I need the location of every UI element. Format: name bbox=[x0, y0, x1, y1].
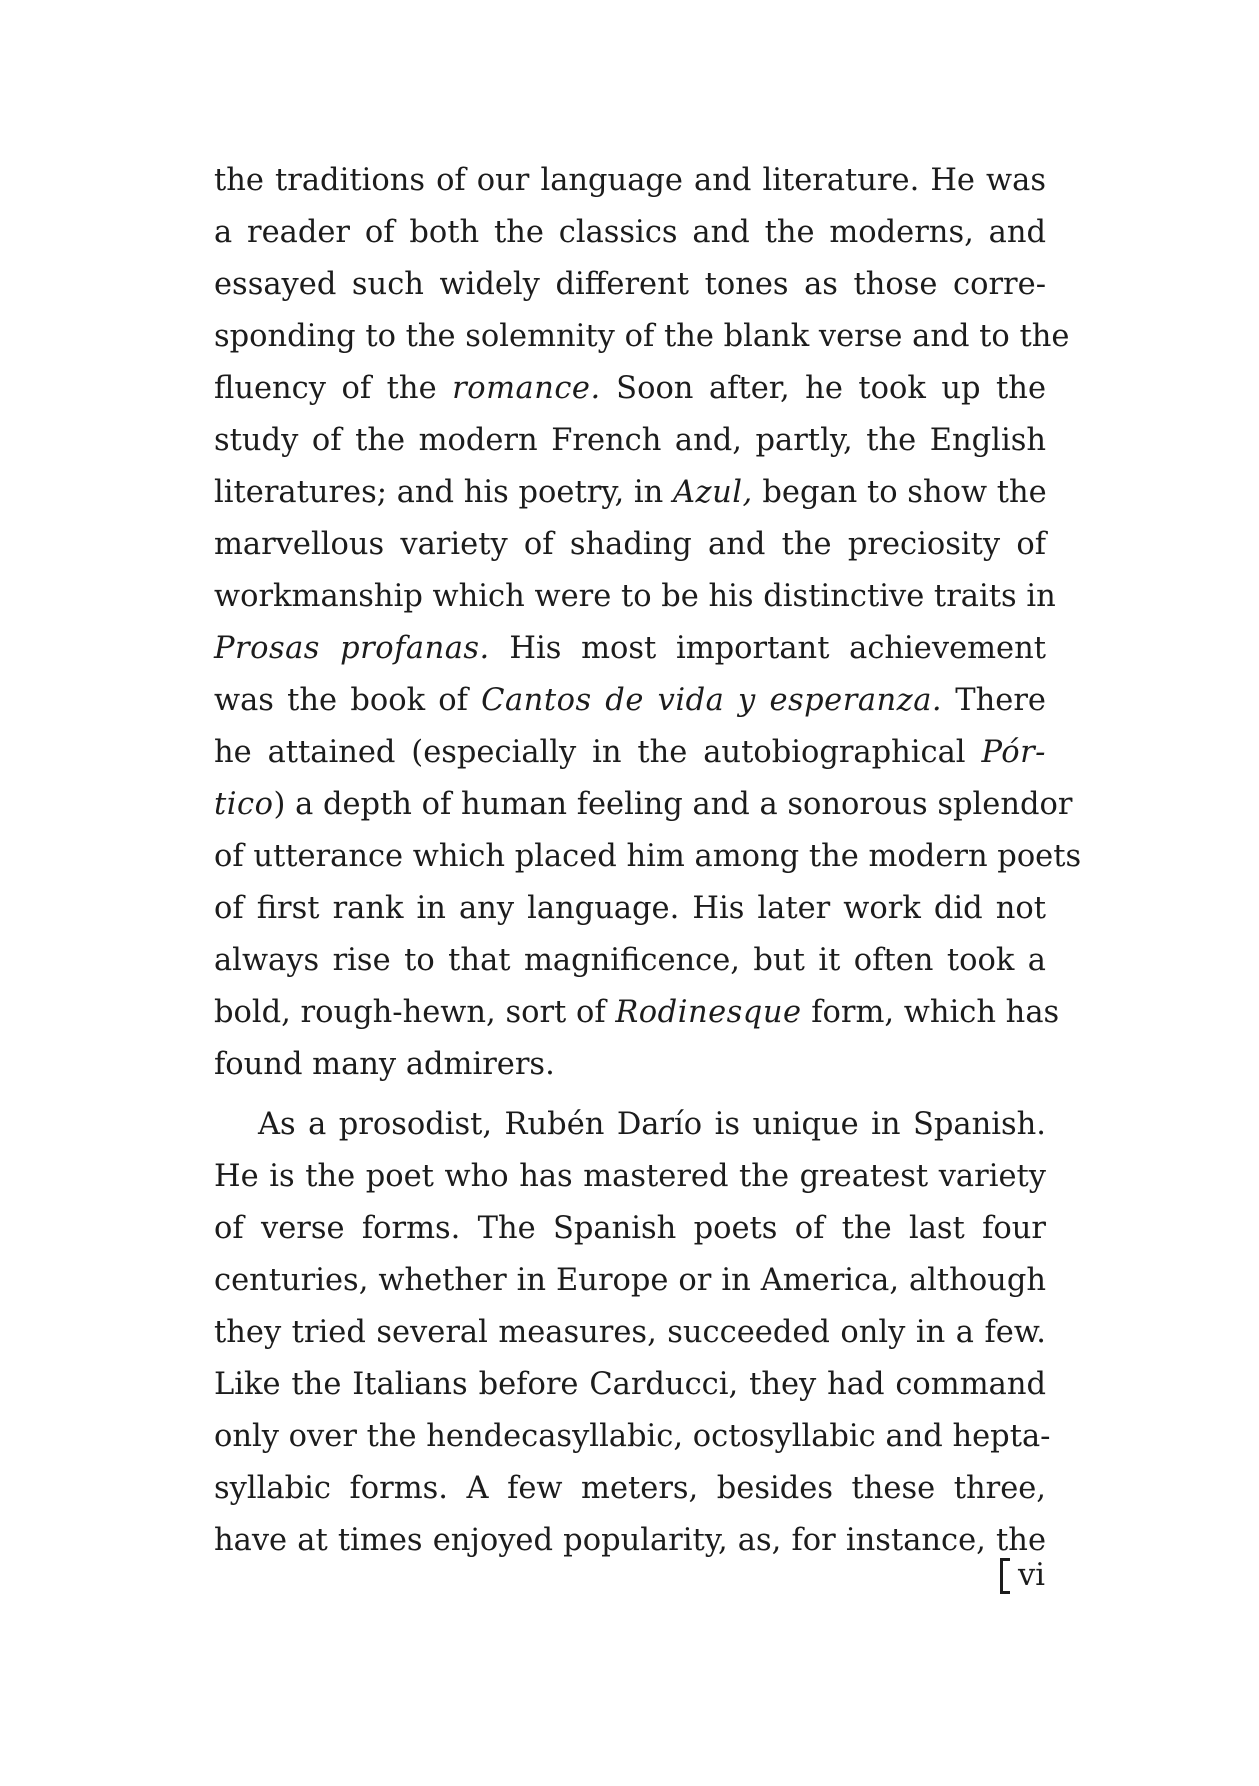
text-line bbox=[214, 675, 1046, 727]
text-line bbox=[214, 363, 1046, 415]
page-number: vi bbox=[1018, 1558, 1045, 1593]
text-segment: was the book of bbox=[214, 683, 482, 718]
text-line bbox=[214, 623, 1046, 675]
paragraph bbox=[214, 1099, 1051, 1567]
text-line: He is the poet who has mastered the greatest variety bbox=[214, 1159, 1046, 1194]
paragraph bbox=[214, 155, 1082, 1091]
text-segment: bold, rough-hewn, sort of bbox=[214, 995, 616, 1030]
text-line: always rise to that magnificence, but it often took a bbox=[214, 943, 1046, 978]
text-line: Like the Italians before Carducci, they had command bbox=[214, 1367, 1046, 1402]
text-line: of verse forms. The Spanish poets of the last four bbox=[214, 1211, 1046, 1246]
text-line bbox=[214, 987, 1060, 1039]
italic-title: Azul, bbox=[672, 475, 753, 510]
text-segment: form, which has bbox=[801, 995, 1060, 1030]
text-segment: began to show the bbox=[752, 475, 1047, 510]
text-segment: Soon after, he took up the bbox=[600, 371, 1046, 406]
italic-title: Pór- bbox=[981, 735, 1046, 770]
text-line: the traditions of our language and literature. He was bbox=[214, 163, 1046, 198]
text-line bbox=[214, 467, 1046, 519]
text-segment: ) a depth of human feeling and a sonorous splendor bbox=[273, 787, 1073, 822]
text-line: only over the hendecasyllabic, octosyllabic and hepta- bbox=[214, 1419, 1051, 1454]
text-line bbox=[214, 779, 1073, 831]
text-line: marvellous variety of shading and the preciosity of bbox=[214, 527, 1046, 562]
text-line: syllabic forms. A few meters, besides these three, bbox=[214, 1471, 1046, 1506]
bracket-mark bbox=[1000, 1558, 1010, 1594]
italic-title: Prosas profanas. bbox=[214, 631, 490, 666]
text-line: found many admirers. bbox=[214, 1047, 555, 1082]
text-segment: fluency of the bbox=[214, 371, 453, 406]
text-segment: literatures; and his poetry, in bbox=[214, 475, 673, 510]
text-line: of utterance which placed him among the modern poets bbox=[214, 839, 1082, 874]
text-line: they tried several measures, succeeded only in a few. bbox=[214, 1315, 1046, 1350]
text-segment: he attained (especially in the autobiographical bbox=[214, 735, 982, 770]
page-folio bbox=[1000, 1556, 1045, 1596]
text-line: workmanship which were to be his distinctive traits in bbox=[214, 579, 1056, 614]
text-segment: His most important achievement bbox=[489, 631, 1047, 666]
text-line: have at times enjoyed popularity, as, for instance, the bbox=[214, 1523, 1046, 1558]
italic-term: romance. bbox=[452, 371, 601, 406]
italic-title: tico bbox=[214, 787, 274, 822]
text-line: of first rank in any language. His later work did not bbox=[214, 891, 1046, 926]
text-line: centuries, whether in Europe or in America, although bbox=[214, 1263, 1046, 1298]
text-column bbox=[214, 155, 1082, 1567]
text-line bbox=[214, 727, 1046, 779]
italic-term: Rodinesque bbox=[615, 995, 802, 1030]
text-line: a reader of both the classics and the moderns, and bbox=[214, 215, 1046, 250]
text-line: study of the modern French and, partly, the English bbox=[214, 423, 1046, 458]
text-line: essayed such widely different tones as those corre- bbox=[214, 267, 1046, 302]
italic-title: Cantos de vida y esperanza. bbox=[481, 683, 943, 718]
text-line: sponding to the solemnity of the blank verse and to the bbox=[214, 319, 1070, 354]
text-line: As a prosodist, Rubén Darío is unique in Spanish. bbox=[258, 1107, 1046, 1142]
text-segment: There bbox=[942, 683, 1046, 718]
